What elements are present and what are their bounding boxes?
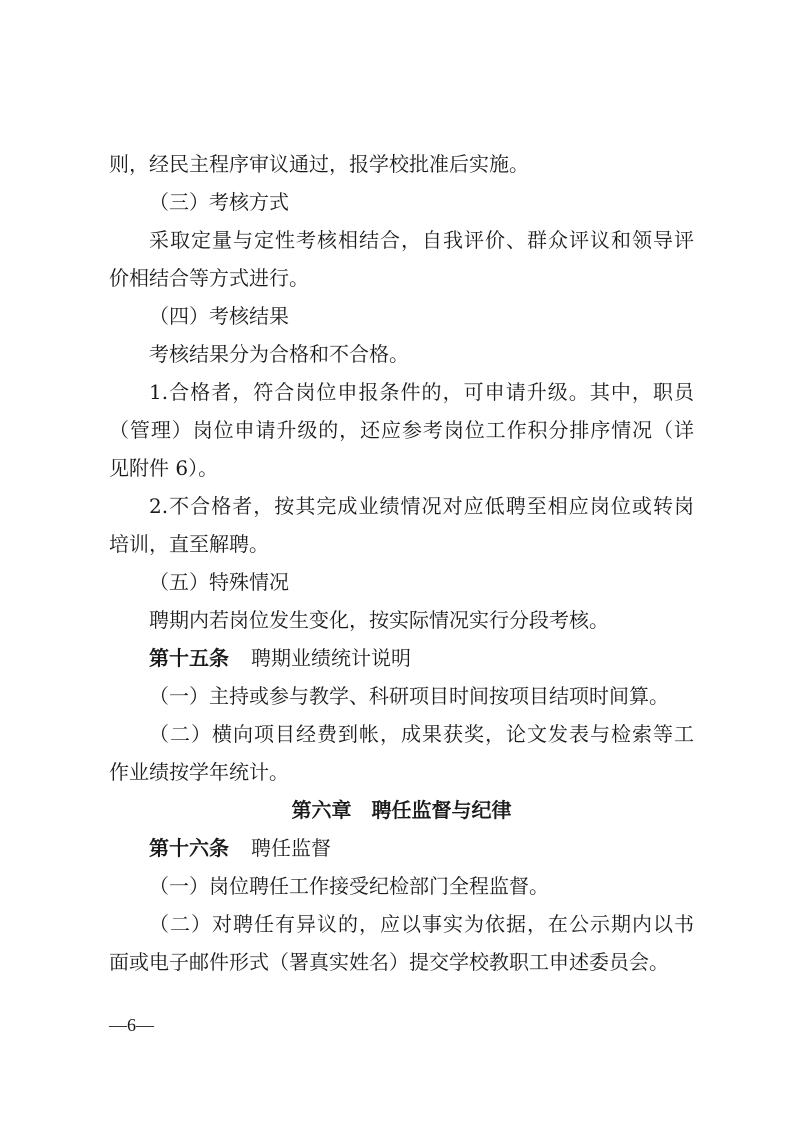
paragraph-line: 聘期内若岗位发生变化，按实际情况实行分段考核。 — [149, 608, 609, 632]
paragraph-line: （二）横向项目经费到帐，成果获奖，论文发表与检索等工 — [149, 722, 694, 746]
paragraph-line: （一）岗位聘任工作接受纪检部门全程监督。 — [149, 874, 549, 898]
paragraph-line: 考核结果分为合格和不合格。 — [149, 342, 409, 366]
paragraph-line: 培训，直至解聘。 — [109, 532, 269, 556]
paragraph-line: 则，经民主程序审议通过，报学校批准后实施。 — [109, 152, 529, 176]
chapter-title: 第六章 聘任监督与纪律 — [291, 798, 512, 822]
article-heading-16 — [149, 836, 694, 860]
article-label: 第十六条 — [149, 836, 229, 860]
paragraph-line: 2.不合格者，按其完成业绩情况对应低聘至相应岗位或转岗 — [149, 494, 694, 518]
article-label: 第十五条 — [149, 646, 229, 670]
section-heading: （三）考核方式 — [149, 190, 289, 214]
paragraph-line: （一）主持或参与教学、科研项目时间按项目结项时间算。 — [149, 684, 669, 708]
paragraph-line: （二）对聘任有异议的，应以事实为依据，在公示期内以书 — [149, 912, 694, 936]
page-number: —6— — [109, 1015, 154, 1035]
paragraph-line: 作业绩按学年统计。 — [109, 760, 289, 784]
article-title: 聘任监督 — [251, 836, 331, 860]
paragraph-line: （管理）岗位申请升级的，还应参考岗位工作积分排序情况（详 — [109, 418, 694, 442]
paragraph-line: 采取定量与定性考核相结合，自我评价、群众评议和领导评 — [149, 228, 694, 252]
section-heading: （五）特殊情况 — [149, 570, 289, 594]
paragraph-line: 面或电子邮件形式（署真实姓名）提交学校教职工申述委员会。 — [109, 950, 669, 974]
article-title: 聘期业绩统计说明 — [251, 646, 411, 670]
paragraph-line: 见附件 6）。 — [109, 456, 219, 480]
paragraph-line: 价相结合等方式进行。 — [109, 266, 309, 290]
article-heading-15 — [149, 646, 694, 670]
section-heading: （四）考核结果 — [149, 304, 289, 328]
paragraph-line: 1.合格者，符合岗位申报条件的，可申请升级。其中，职员 — [149, 380, 694, 404]
